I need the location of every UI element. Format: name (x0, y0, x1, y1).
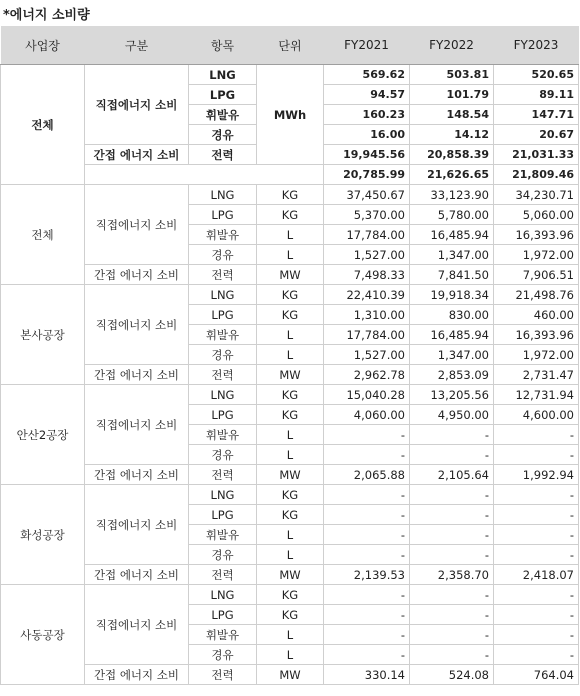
value-cell: 13,205.56 (410, 385, 494, 405)
value-cell: - (494, 425, 579, 445)
value-cell: 16,485.94 (410, 325, 494, 345)
table-row (1, 385, 579, 405)
item-cell: LNG (189, 65, 257, 85)
value-cell: - (410, 545, 494, 565)
value-cell: 12,731.94 (494, 385, 579, 405)
value-cell: 1,972.00 (494, 345, 579, 365)
item-cell: 휘발유 (189, 325, 257, 345)
category-cell: 직접에너지 소비 (85, 185, 189, 265)
unit-cell: KG (257, 505, 324, 525)
value-cell: - (410, 445, 494, 465)
value-cell: 101.79 (410, 85, 494, 105)
value-cell: 1,527.00 (324, 345, 410, 365)
value-cell: 16,393.96 (494, 225, 579, 245)
value-cell: 34,230.71 (494, 185, 579, 205)
unit-cell: KG (257, 485, 324, 505)
category-cell: 직접에너지 소비 (85, 65, 189, 145)
unit-cell: KG (257, 205, 324, 225)
table-row (1, 185, 579, 205)
item-cell: LNG (189, 385, 257, 405)
table-row (1, 265, 579, 285)
item-cell: 휘발유 (189, 425, 257, 445)
item-cell: LNG (189, 485, 257, 505)
summary-row (1, 165, 579, 185)
value-cell: 16,393.96 (494, 325, 579, 345)
item-cell: 전력 (189, 465, 257, 485)
table-header-row (1, 26, 579, 65)
summary-row (1, 65, 579, 85)
value-cell: 5,370.00 (324, 205, 410, 225)
value-cell: 17,784.00 (324, 225, 410, 245)
item-cell: LPG (189, 85, 257, 105)
value-cell: 7,906.51 (494, 265, 579, 285)
value-cell: 830.00 (410, 305, 494, 325)
site-cell: 전체 (1, 65, 85, 185)
item-cell: 경유 (189, 345, 257, 365)
value-cell: 7,841.50 (410, 265, 494, 285)
unit-cell: L (257, 525, 324, 545)
unit-cell: KG (257, 585, 324, 605)
value-cell: 524.08 (410, 665, 494, 685)
table-row (1, 565, 579, 585)
category-cell (85, 165, 324, 185)
header-unit: 단위 (257, 26, 324, 65)
value-cell: 1,347.00 (410, 245, 494, 265)
unit-cell: KG (257, 605, 324, 625)
table-row (1, 365, 579, 385)
unit-cell: KG (257, 285, 324, 305)
value-cell: 569.62 (324, 65, 410, 85)
value-cell: - (410, 485, 494, 505)
site-cell: 본사공장 (1, 285, 85, 385)
header-fy2021: FY2021 (324, 26, 410, 65)
item-cell: LNG (189, 185, 257, 205)
unit-cell: KG (257, 405, 324, 425)
total-cell: 20,785.99 (324, 165, 410, 185)
unit-cell: L (257, 625, 324, 645)
value-cell: 5,780.00 (410, 205, 494, 225)
value-cell: 2,358.70 (410, 565, 494, 585)
value-cell: 19,945.56 (324, 145, 410, 165)
unit-cell: L (257, 325, 324, 345)
value-cell: 94.57 (324, 85, 410, 105)
value-cell: - (324, 485, 410, 505)
value-cell: 2,418.07 (494, 565, 579, 585)
value-cell: - (324, 645, 410, 665)
category-cell: 간접 에너지 소비 (85, 145, 189, 165)
total-cell: 21,809.46 (494, 165, 579, 185)
value-cell: 1,310.00 (324, 305, 410, 325)
value-cell: 16,485.94 (410, 225, 494, 245)
value-cell: - (494, 505, 579, 525)
category-cell: 직접에너지 소비 (85, 385, 189, 465)
value-cell: 4,600.00 (494, 405, 579, 425)
unit-cell: MW (257, 565, 324, 585)
value-cell: 503.81 (410, 65, 494, 85)
item-cell: LPG (189, 605, 257, 625)
unit-cell: L (257, 425, 324, 445)
value-cell: 1,527.00 (324, 245, 410, 265)
value-cell: - (494, 585, 579, 605)
unit-cell: KG (257, 385, 324, 405)
value-cell: 22,410.39 (324, 285, 410, 305)
table-row (1, 285, 579, 305)
item-cell: 휘발유 (189, 105, 257, 125)
value-cell: - (410, 625, 494, 645)
site-cell: 화성공장 (1, 485, 85, 585)
value-cell: 520.65 (494, 65, 579, 85)
value-cell: 2,962.78 (324, 365, 410, 385)
unit-cell: L (257, 445, 324, 465)
item-cell: LPG (189, 305, 257, 325)
item-cell: LNG (189, 285, 257, 305)
page-title: *에너지 소비량 (3, 8, 90, 23)
value-cell: - (410, 605, 494, 625)
value-cell: - (494, 525, 579, 545)
value-cell: - (324, 525, 410, 545)
site-cell: 사동공장 (1, 585, 85, 685)
total-cell: 21,626.65 (410, 165, 494, 185)
category-cell: 직접에너지 소비 (85, 585, 189, 665)
item-cell: 전력 (189, 665, 257, 685)
value-cell: 147.71 (494, 105, 579, 125)
category-cell: 직접에너지 소비 (85, 285, 189, 365)
value-cell: 89.11 (494, 85, 579, 105)
value-cell: 21,031.33 (494, 145, 579, 165)
value-cell: 15,040.28 (324, 385, 410, 405)
value-cell: 16.00 (324, 125, 410, 145)
value-cell: - (410, 425, 494, 445)
item-cell: 경유 (189, 125, 257, 145)
header-site: 사업장 (1, 26, 85, 65)
value-cell: 17,784.00 (324, 325, 410, 345)
unit-cell: L (257, 225, 324, 245)
item-cell: LPG (189, 405, 257, 425)
value-cell: 20.67 (494, 125, 579, 145)
item-cell: LPG (189, 205, 257, 225)
value-cell: - (494, 485, 579, 505)
value-cell: - (324, 605, 410, 625)
item-cell: 경유 (189, 245, 257, 265)
category-cell: 간접 에너지 소비 (85, 465, 189, 485)
unit-cell: L (257, 245, 324, 265)
value-cell: 5,060.00 (494, 205, 579, 225)
value-cell: - (410, 505, 494, 525)
value-cell: - (494, 445, 579, 465)
category-cell: 간접 에너지 소비 (85, 665, 189, 685)
value-cell: - (324, 425, 410, 445)
header-item: 항목 (189, 26, 257, 65)
value-cell: 148.54 (410, 105, 494, 125)
table-row (1, 585, 579, 605)
unit-cell: MW (257, 465, 324, 485)
value-cell: - (494, 605, 579, 625)
unit-cell: L (257, 345, 324, 365)
value-cell: - (324, 505, 410, 525)
item-cell: 휘발유 (189, 525, 257, 545)
item-cell: 휘발유 (189, 225, 257, 245)
item-cell: 경유 (189, 645, 257, 665)
value-cell: - (494, 545, 579, 565)
header-fy2023: FY2023 (494, 26, 579, 65)
item-cell: 전력 (189, 565, 257, 585)
site-cell: 전체 (1, 185, 85, 285)
value-cell: - (324, 545, 410, 565)
value-cell: 160.23 (324, 105, 410, 125)
item-cell: 전력 (189, 265, 257, 285)
value-cell: 4,950.00 (410, 405, 494, 425)
value-cell: - (410, 585, 494, 605)
unit-cell: MW (257, 265, 324, 285)
value-cell: - (494, 625, 579, 645)
unit-cell: MW (257, 665, 324, 685)
value-cell: - (324, 585, 410, 605)
value-cell: 20,858.39 (410, 145, 494, 165)
value-cell: 37,450.67 (324, 185, 410, 205)
table-body (1, 65, 579, 685)
category-cell: 간접 에너지 소비 (85, 565, 189, 585)
value-cell: 1,992.94 (494, 465, 579, 485)
value-cell: 4,060.00 (324, 405, 410, 425)
header-category: 구분 (85, 26, 189, 65)
table-row (1, 465, 579, 485)
value-cell: - (410, 525, 494, 545)
value-cell: - (410, 645, 494, 665)
unit-cell: MWh (257, 65, 324, 165)
value-cell: 2,139.53 (324, 565, 410, 585)
value-cell: - (324, 625, 410, 645)
value-cell: 330.14 (324, 665, 410, 685)
unit-cell: L (257, 645, 324, 665)
table-row (1, 665, 579, 685)
unit-cell: MW (257, 365, 324, 385)
value-cell: 764.04 (494, 665, 579, 685)
item-cell: LPG (189, 505, 257, 525)
category-cell: 간접 에너지 소비 (85, 265, 189, 285)
item-cell: 전력 (189, 145, 257, 165)
item-cell: 경유 (189, 545, 257, 565)
value-cell: 7,498.33 (324, 265, 410, 285)
unit-cell: L (257, 545, 324, 565)
item-cell: 경유 (189, 445, 257, 465)
value-cell: 1,347.00 (410, 345, 494, 365)
item-cell: LNG (189, 585, 257, 605)
value-cell: 2,853.09 (410, 365, 494, 385)
header-fy2022: FY2022 (410, 26, 494, 65)
value-cell: - (324, 445, 410, 465)
category-cell: 직접에너지 소비 (85, 485, 189, 565)
category-cell: 간접 에너지 소비 (85, 365, 189, 385)
value-cell: - (494, 645, 579, 665)
value-cell: 19,918.34 (410, 285, 494, 305)
unit-cell: KG (257, 305, 324, 325)
table-row (1, 485, 579, 505)
value-cell: 21,498.76 (494, 285, 579, 305)
site-cell: 안산2공장 (1, 385, 85, 485)
value-cell: 14.12 (410, 125, 494, 145)
energy-consumption-table (0, 26, 579, 685)
value-cell: 2,065.88 (324, 465, 410, 485)
item-cell: 휘발유 (189, 625, 257, 645)
value-cell: 1,972.00 (494, 245, 579, 265)
value-cell: 33,123.90 (410, 185, 494, 205)
value-cell: 2,105.64 (410, 465, 494, 485)
value-cell: 460.00 (494, 305, 579, 325)
value-cell: 2,731.47 (494, 365, 579, 385)
item-cell: 전력 (189, 365, 257, 385)
unit-cell: KG (257, 185, 324, 205)
